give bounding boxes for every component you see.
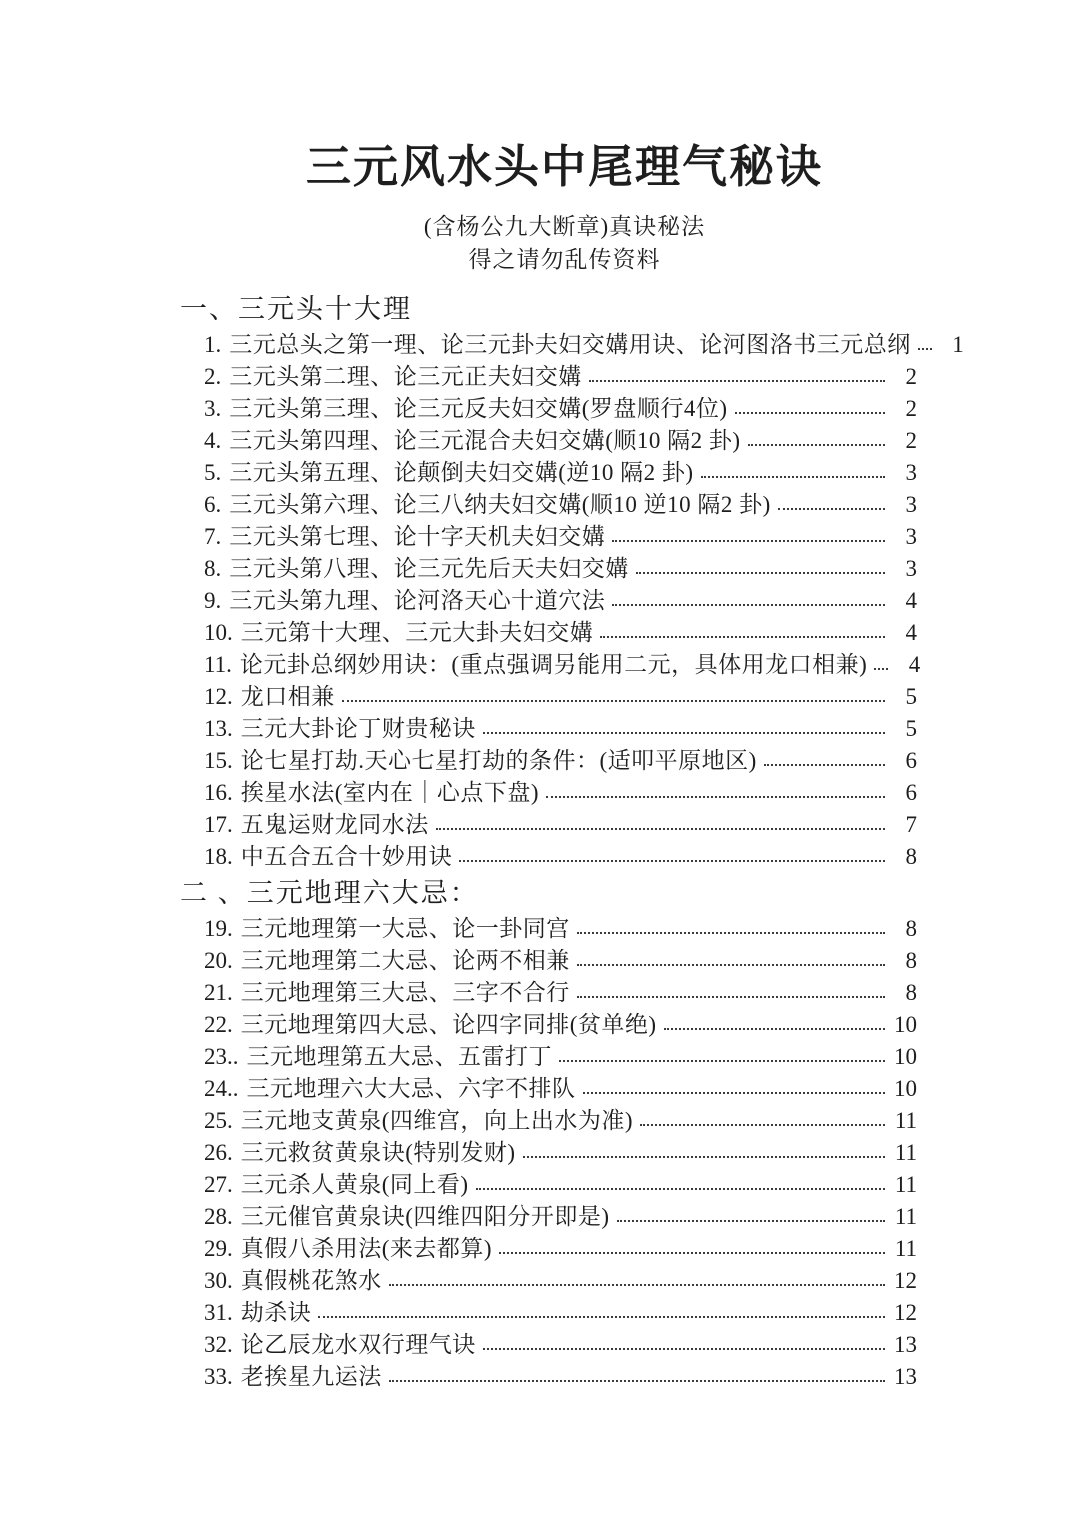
dot-leader	[748, 444, 885, 446]
table-of-contents	[180, 289, 964, 1393]
entry-page: 2	[905, 363, 917, 389]
toc-entry	[180, 1137, 917, 1169]
dot-leader	[546, 796, 885, 798]
toc-entry	[180, 977, 917, 1009]
entry-number: 22.	[204, 1011, 233, 1037]
toc-entry	[180, 1329, 917, 1361]
dot-leader	[701, 476, 885, 478]
section-heading: 一、三元头十大理	[180, 293, 412, 324]
dot-leader	[459, 860, 885, 862]
toc-entry	[180, 913, 917, 945]
toc-entry	[180, 777, 917, 809]
entry-page: 3	[905, 523, 917, 549]
toc-entry	[180, 489, 917, 521]
toc-entry	[180, 1201, 917, 1233]
entry-number: 3.	[204, 395, 222, 421]
entry-page: 6	[905, 779, 917, 805]
entry-title: 三元地理第四大忌、论四字同排(贫单绝)	[240, 1011, 657, 1037]
entry-number: 30.	[204, 1267, 233, 1293]
entry-number: 25.	[204, 1107, 233, 1133]
toc-entry	[180, 457, 917, 489]
entry-title: 三元催官黄泉诀(四维四阳分开即是)	[240, 1203, 610, 1229]
entry-title: 三元头第二理、论三元正夫妇交媾	[229, 363, 582, 389]
entry-page: 3	[905, 459, 917, 485]
entry-title: 论元卦总纲妙用诀：(重点强调另能用二元，具体用龙口相兼)	[239, 651, 868, 677]
dot-leader	[735, 412, 885, 414]
dot-leader	[874, 668, 888, 670]
entry-number: 2.	[204, 363, 222, 389]
entry-title: 真假八杀用法(来去都算)	[240, 1235, 493, 1261]
dot-leader	[612, 604, 885, 606]
dot-leader	[778, 508, 885, 510]
entry-number: 20.	[204, 947, 233, 973]
entry-number: 19.	[204, 915, 233, 941]
entry-number: 15.	[204, 747, 233, 773]
entry-page: 12	[894, 1267, 917, 1293]
dot-leader	[342, 700, 885, 702]
entry-title: 三元头第五理、论颠倒夫妇交媾(逆10 隔2 卦)	[229, 459, 694, 485]
dot-leader	[640, 1124, 885, 1126]
dot-leader	[577, 932, 885, 934]
entry-title: 三元总头之第一理、论三元卦夫妇交媾用诀、论河图洛书三元总纲	[229, 331, 911, 357]
entry-number: 1.	[204, 331, 222, 357]
toc-entry	[180, 713, 917, 745]
entry-number: 28.	[204, 1203, 233, 1229]
entry-number: 26.	[204, 1139, 233, 1165]
entry-page: 2	[905, 395, 917, 421]
dot-leader	[577, 996, 885, 998]
entry-number: 8.	[204, 555, 222, 581]
entry-number: 21.	[204, 979, 233, 1005]
toc-entry	[180, 1041, 917, 1073]
entry-title: 老挨星九运法	[240, 1363, 382, 1389]
dot-leader	[918, 348, 932, 350]
toc-entry	[180, 1297, 917, 1329]
entry-number: 6.	[204, 491, 222, 517]
entry-page: 4	[905, 619, 917, 645]
toc-entry	[180, 585, 917, 617]
document-header	[196, 142, 933, 276]
dot-leader	[612, 540, 885, 542]
entry-title: 论乙辰龙水双行理气诀	[240, 1331, 476, 1357]
dot-leader	[483, 1348, 885, 1350]
dot-leader	[617, 1220, 885, 1222]
dot-leader	[436, 828, 885, 830]
entry-number: 17.	[204, 811, 233, 837]
entry-number: 4.	[204, 427, 222, 453]
toc-entry	[180, 1009, 917, 1041]
toc-entry	[180, 649, 921, 681]
toc-entry	[180, 1265, 917, 1297]
entry-page: 2	[905, 427, 917, 453]
entry-page: 11	[894, 1171, 917, 1197]
entry-page: 10	[894, 1043, 917, 1069]
entry-page: 13	[894, 1331, 917, 1357]
dot-leader	[764, 764, 885, 766]
entry-number: 13.	[204, 715, 233, 741]
entry-page: 7	[905, 811, 917, 837]
entry-page: 3	[905, 491, 917, 517]
entry-page: 11	[894, 1107, 917, 1133]
entry-title: 三元头第六理、论三八纳夫妇交媾(顺10 逆10 隔2 卦)	[229, 491, 771, 517]
toc-entry	[180, 745, 917, 777]
toc-entry	[180, 809, 917, 841]
entry-title: 三元头第八理、论三元先后天夫妇交媾	[229, 555, 629, 581]
entry-page: 13	[894, 1363, 917, 1389]
entry-title: 三元地理第三大忌、三字不合行	[240, 979, 570, 1005]
entry-title: 三元头第四理、论三元混合夫妇交媾(顺10 隔2 卦)	[229, 427, 741, 453]
toc-entry	[180, 553, 917, 585]
dot-leader	[664, 1028, 885, 1030]
entry-title: 三元头第七理、论十字天机夫妇交媾	[229, 523, 606, 549]
entry-title: 三元头第三理、论三元反夫妇交媾(罗盘顺行4位)	[229, 395, 728, 421]
entry-page: 5	[905, 683, 917, 709]
document-notice: 得之请勿乱传资料	[468, 246, 661, 272]
toc-entry	[180, 841, 917, 873]
entry-page: 11	[894, 1235, 917, 1261]
entry-title: 三元地理第一大忌、论一卦同宫	[240, 915, 570, 941]
entry-page: 1	[952, 331, 964, 357]
entry-title: 三元地理第五大忌、五雷打丁	[246, 1043, 552, 1069]
entry-page: 3	[905, 555, 917, 581]
entry-number: 27.	[204, 1171, 233, 1197]
dot-leader	[483, 732, 885, 734]
toc-entry	[180, 521, 917, 553]
entry-title: 三元救贫黄泉诀(特别发财)	[240, 1139, 516, 1165]
entry-number: 9.	[204, 587, 222, 613]
toc-entry	[180, 617, 917, 649]
entry-title: 三元地理六大大忌、六字不排队	[246, 1075, 576, 1101]
entry-number: 32.	[204, 1331, 233, 1357]
entry-title: 三元大卦论丁财贵秘诀	[240, 715, 476, 741]
toc-entry	[180, 1105, 917, 1137]
dot-leader	[389, 1380, 885, 1382]
toc-entry	[180, 361, 917, 393]
document-subtitle: (含杨公九大断章)真诀秘法	[423, 213, 706, 239]
dot-leader	[583, 1092, 886, 1094]
dot-leader	[476, 1188, 885, 1190]
entry-page: 8	[905, 915, 917, 941]
entry-page: 8	[905, 843, 917, 869]
entry-title: 劫杀诀	[240, 1299, 312, 1325]
entry-number: 29.	[204, 1235, 233, 1261]
entry-title: 三元头第九理、论河洛天心十道穴法	[229, 587, 606, 613]
entry-title: 挨星水法(室内在｜心点下盘)	[240, 779, 540, 805]
entry-title: 中五合五合十妙用诀	[240, 843, 453, 869]
entry-title: 龙口相兼	[240, 683, 335, 709]
dot-leader	[499, 1252, 885, 1254]
toc-entry	[180, 1233, 917, 1265]
dot-leader	[577, 964, 885, 966]
dot-leader	[636, 572, 885, 574]
entry-page: 4	[905, 587, 917, 613]
entry-number: 12.	[204, 683, 233, 709]
entry-title: 三元杀人黄泉(同上看)	[240, 1171, 469, 1197]
entry-title: 三元第十大理、三元大卦夫妇交媾	[240, 619, 594, 645]
entry-number: 31.	[204, 1299, 233, 1325]
entry-page: 6	[905, 747, 917, 773]
dot-leader	[318, 1316, 885, 1318]
entry-number: 11.	[204, 651, 232, 677]
entry-number: 33.	[204, 1363, 233, 1389]
entry-title: 论七星打劫.天心七星打劫的条件：(适叩平原地区)	[240, 747, 757, 773]
toc-entry	[180, 945, 917, 977]
toc-entry	[180, 1169, 917, 1201]
document-title: 三元风水头中尾理气秘诀	[305, 142, 823, 192]
entry-number: 10.	[204, 619, 233, 645]
entry-number: 7.	[204, 523, 222, 549]
entry-title: 五鬼运财龙同水法	[240, 811, 429, 837]
entry-page: 8	[905, 947, 917, 973]
entry-page: 10	[894, 1011, 917, 1037]
entry-page: 8	[905, 979, 917, 1005]
entry-page: 11	[894, 1139, 917, 1165]
toc-entry	[180, 681, 917, 713]
entry-number: 16.	[204, 779, 233, 805]
entry-number: 23..	[204, 1043, 239, 1069]
entry-title: 三元地支黄泉(四维宫，向上出水为准)	[240, 1107, 634, 1133]
entry-title: 三元地理第二大忌、论两不相兼	[240, 947, 570, 973]
entry-title: 真假桃花煞水	[240, 1267, 382, 1293]
entry-page: 12	[894, 1299, 917, 1325]
dot-leader	[589, 380, 885, 382]
toc-entry	[180, 1361, 917, 1393]
dot-leader	[389, 1284, 885, 1286]
toc-entry	[180, 393, 917, 425]
entry-number: 18.	[204, 843, 233, 869]
entry-number: 5.	[204, 459, 222, 485]
toc-entry	[180, 1073, 917, 1105]
dot-leader	[559, 1060, 885, 1062]
section-heading: 二 、三元地理六大忌：	[180, 877, 479, 908]
entry-number: 24..	[204, 1075, 239, 1101]
dot-leader	[600, 636, 885, 638]
toc-entry	[180, 329, 964, 361]
entry-page: 10	[894, 1075, 917, 1101]
entry-page: 5	[905, 715, 917, 741]
toc-entry	[180, 425, 917, 457]
entry-page: 11	[894, 1203, 917, 1229]
dot-leader	[523, 1156, 885, 1158]
entry-page: 4	[908, 651, 921, 677]
